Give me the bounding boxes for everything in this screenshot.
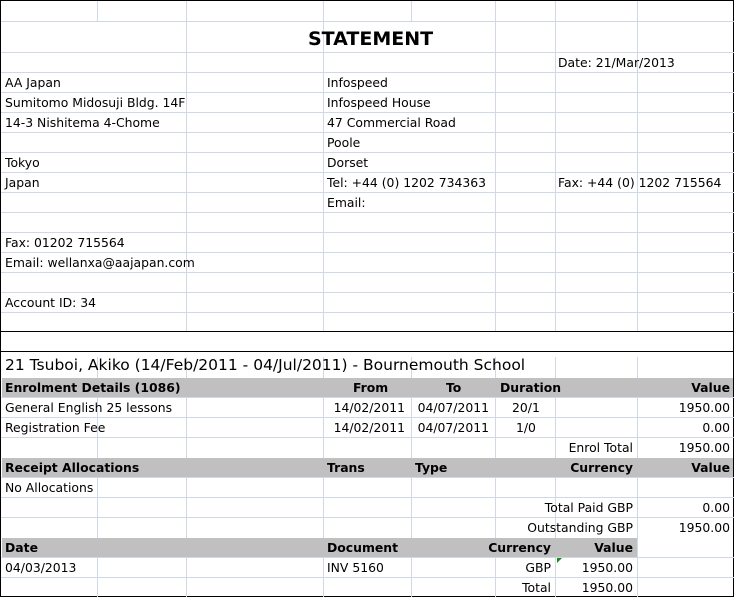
enrolment-row-desc: Registration Fee xyxy=(5,420,106,435)
documents-header-currency: Currency xyxy=(488,540,551,555)
from-line-4: Poole xyxy=(327,135,361,150)
receipts-header-allocations: Receipt Allocations xyxy=(5,460,140,475)
receipts-header-trans: Trans xyxy=(327,460,365,475)
from-tel: Tel: +44 (0) 1202 734363 xyxy=(327,175,486,190)
billto-line-5: Japan xyxy=(5,175,40,190)
enrolment-row-desc: General English 25 lessons xyxy=(5,400,173,415)
receipts-header-value: Value xyxy=(691,460,730,475)
outstanding-value: 1950.00 xyxy=(678,520,730,535)
receipts-header-type: Type xyxy=(415,460,448,475)
from-line-1: Infospeed xyxy=(327,75,388,90)
billto-line-3: 14-3 Nishitema 4-Chome xyxy=(5,115,160,130)
documents-header-value: Value xyxy=(594,540,633,555)
comment-indicator-icon[interactable] xyxy=(557,558,562,563)
documents-header-document: Document xyxy=(327,540,399,555)
section-border-bottom xyxy=(1,351,734,352)
enrolment-row-duration: 20/1 xyxy=(512,400,540,415)
receipts-header-currency: Currency xyxy=(570,460,633,475)
statement-title: STATEMENT xyxy=(308,28,434,50)
from-fax: Fax: +44 (0) 1202 715564 xyxy=(558,175,722,190)
enrol-total-label: Enrol Total xyxy=(568,440,633,455)
account-id: Account ID: 34 xyxy=(5,295,97,310)
billto-line-4: Tokyo xyxy=(5,155,40,170)
billto-line-2: Sumitomo Midosuji Bldg. 14F xyxy=(5,95,186,110)
document-row-value: 1950.00 xyxy=(581,560,633,575)
enrolment-header-from: From xyxy=(353,380,389,395)
document-row-date: 04/03/2013 xyxy=(5,560,77,575)
enrolment-row-from: 14/02/2011 xyxy=(333,400,405,415)
enrolment-row-value: 0.00 xyxy=(702,420,730,435)
enrolment-row-value: 1950.00 xyxy=(678,400,730,415)
billto-line-1: AA Japan xyxy=(5,75,61,90)
student-heading: 21 Tsuboi, Akiko (14/Feb/2011 - 04/Jul/2011) - Bournemouth School xyxy=(5,356,526,374)
document-row-currency: GBP xyxy=(525,560,551,575)
enrolment-row-to: 04/07/2011 xyxy=(417,400,489,415)
billto-email: Email: wellanxa@aajapan.com xyxy=(5,255,195,270)
enrolment-header-value: Value xyxy=(691,380,730,395)
documents-header-date: Date xyxy=(5,540,38,555)
total-paid-label: Total Paid GBP xyxy=(544,500,633,515)
billto-fax: Fax: 01202 715564 xyxy=(5,235,125,250)
section-border-top xyxy=(1,331,734,332)
enrolment-header-to: To xyxy=(446,380,462,395)
from-line-2: Infospeed House xyxy=(327,95,431,110)
from-email: Email: xyxy=(327,195,366,210)
from-line-5: Dorset xyxy=(327,155,369,170)
enrolment-row-to: 04/07/2011 xyxy=(417,420,489,435)
document-row-number: INV 5160 xyxy=(327,560,384,575)
documents-total-value: 1950.00 xyxy=(581,580,633,595)
statement-date: Date: 21/Mar/2013 xyxy=(558,55,675,70)
outstanding-label: Outstanding GBP xyxy=(527,520,633,535)
no-allocations-text: No Allocations xyxy=(5,480,94,495)
enrol-total-value: 1950.00 xyxy=(678,440,730,455)
total-paid-value: 0.00 xyxy=(702,500,730,515)
from-line-3: 47 Commercial Road xyxy=(327,115,456,130)
enrolment-header-duration: Duration xyxy=(500,380,562,395)
enrolment-row-from: 14/02/2011 xyxy=(333,420,405,435)
enrolment-header-details: Enrolment Details (1086) xyxy=(5,380,181,395)
enrolment-row-duration: 1/0 xyxy=(516,420,536,435)
documents-total-label: Total xyxy=(522,580,551,595)
